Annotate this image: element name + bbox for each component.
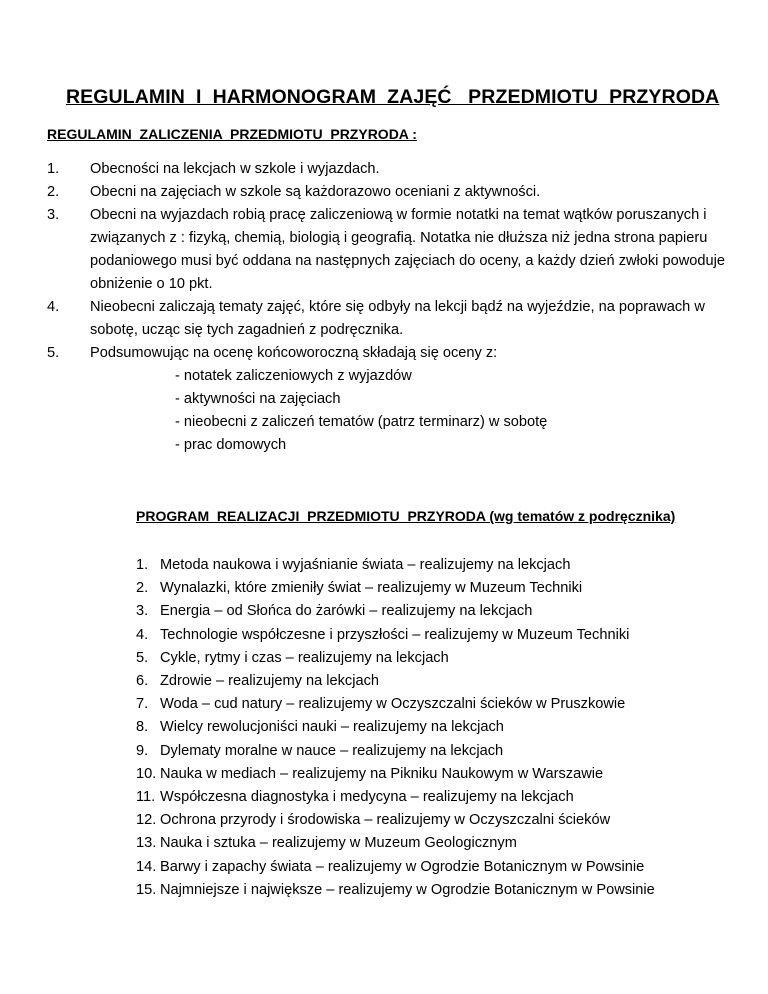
topic-item bbox=[136, 600, 756, 623]
topic-item bbox=[136, 786, 756, 809]
topic-item bbox=[136, 693, 756, 716]
topic-text: Nauka w mediach – realizujemy na Pikniku Naukowym w Warszawie bbox=[160, 765, 604, 782]
topic-item bbox=[136, 647, 756, 670]
topic-number: 7. bbox=[136, 696, 149, 713]
rule-text: Podsumowując na ocenę końcoworoczną składają się oceny z: bbox=[90, 345, 498, 361]
topic-text: Cykle, rytmy i czas – realizujemy na lekcjach bbox=[160, 649, 449, 666]
rule-item bbox=[47, 204, 747, 296]
rule-item bbox=[47, 296, 747, 342]
topic-text: Dylematy moralne w nauce – realizujemy na lekcjach bbox=[160, 742, 504, 759]
topic-number: 3. bbox=[136, 603, 149, 620]
topic-number: 5. bbox=[136, 649, 149, 666]
grade-component-item: - aktywności na zajęciach bbox=[175, 391, 341, 407]
rule-number: 1. bbox=[47, 161, 60, 177]
rule-text: Nieobecni zaliczają tematy zajęć, które się odbyły na lekcji bądź na wyjeździe, na poprawach w sobotę, ucząc się tych zagadnień z podręcznika. bbox=[90, 299, 705, 338]
topic-item bbox=[136, 740, 756, 763]
topic-number: 6. bbox=[136, 673, 149, 690]
topic-item bbox=[136, 763, 756, 786]
topic-text: Wielcy rewolucjoniści nauki – realizujemy na lekcjach bbox=[160, 719, 504, 736]
grade-component-item: - prac domowych bbox=[175, 437, 287, 453]
topic-text: Ochrona przyrody i środowiska – realizujemy w Oczyszczalni ścieków bbox=[160, 812, 611, 829]
program-section-title: PROGRAM REALIZACJI PRZEDMIOTU PRZYRODA (wg tematów z podręcznika) bbox=[136, 508, 676, 524]
document-title: REGULAMIN I HARMONOGRAM ZAJĘĆ PRZEDMIOTU PRZYRODA bbox=[66, 86, 720, 108]
topic-text: Technologie współczesne i przyszłości – realizujemy w Muzeum Techniki bbox=[160, 626, 630, 643]
topic-number: 12. bbox=[136, 812, 157, 829]
topic-number: 14. bbox=[136, 858, 157, 875]
rule-number: 5. bbox=[47, 345, 60, 361]
rule-text: Obecności na lekcjach w szkole i wyjazdach. bbox=[90, 161, 380, 177]
grade-component-item: - notatek zaliczeniowych z wyjazdów bbox=[175, 368, 412, 384]
rule-number: 2. bbox=[47, 184, 60, 200]
topic-text: Barwy i zapachy świata – realizujemy w Ogrodzie Botanicznym w Powsinie bbox=[160, 858, 645, 875]
topic-item bbox=[136, 670, 756, 693]
topic-text: Najmniejsze i największe – realizujemy w Ogrodzie Botanicznym w Powsinie bbox=[160, 881, 655, 898]
topic-number: 2. bbox=[136, 580, 149, 597]
topic-item bbox=[136, 624, 756, 647]
topics-list bbox=[136, 554, 756, 902]
topic-number: 1. bbox=[136, 557, 149, 573]
topic-item bbox=[136, 809, 756, 832]
rule-item bbox=[47, 342, 747, 457]
topic-number: 13. bbox=[136, 835, 157, 852]
topic-number: 9. bbox=[136, 742, 149, 759]
rule-item bbox=[47, 181, 747, 204]
topic-item bbox=[136, 879, 756, 902]
topic-text: Woda – cud natury – realizujemy w Oczyszczalni ścieków w Pruszkowie bbox=[160, 696, 626, 713]
topic-text: Energia – od Słońca do żarówki – realizujemy na lekcjach bbox=[160, 603, 533, 620]
topic-item bbox=[136, 716, 756, 739]
rule-text: Obecni na wyjazdach robią pracę zaliczeniową w formie notatki na temat wątków poruszanych i związanych z : fizyką, chemią, biologią i geografią. Notatka nie dłuższa niż jedna strona papieru podaniowego musi być oddana na następnych zajęciach do oceny, a każdy dzień zwłoki powoduje obniżenie o 10 pkt. bbox=[90, 207, 725, 292]
topic-text: Nauka i sztuka – realizujemy w Muzeum Geologicznym bbox=[160, 835, 517, 852]
topic-number: 10. bbox=[136, 765, 157, 782]
rule-text: Obecni na zajęciach w szkole są każdorazowo oceniani z aktywności. bbox=[90, 184, 541, 200]
rule-number: 4. bbox=[47, 299, 60, 315]
rules-section-title: REGULAMIN ZALICZENIA PRZEDMIOTU PRZYRODA : bbox=[47, 126, 417, 142]
topic-item bbox=[136, 856, 756, 879]
topic-item bbox=[136, 832, 756, 855]
rule-item bbox=[47, 158, 747, 181]
grade-component-item: - nieobecni z zaliczeń tematów (patrz terminarz) w sobotę bbox=[175, 414, 548, 430]
topic-item bbox=[136, 554, 756, 577]
rules-list bbox=[47, 158, 747, 457]
grade-components-list bbox=[90, 365, 747, 457]
rule-number: 3. bbox=[47, 207, 60, 223]
topic-number: 8. bbox=[136, 719, 149, 736]
topic-number: 15. bbox=[136, 881, 157, 898]
topic-text: Zdrowie – realizujemy na lekcjach bbox=[160, 673, 379, 690]
topic-number: 11. bbox=[136, 789, 156, 806]
topic-text: Wynalazki, które zmieniły świat – realizujemy w Muzeum Techniki bbox=[160, 580, 583, 597]
topic-number: 4. bbox=[136, 626, 149, 643]
topic-text: Metoda naukowa i wyjaśnianie świata – realizujemy na lekcjach bbox=[160, 557, 571, 573]
topic-text: Współczesna diagnostyka i medycyna – realizujemy na lekcjach bbox=[160, 789, 574, 806]
topic-item bbox=[136, 577, 756, 600]
